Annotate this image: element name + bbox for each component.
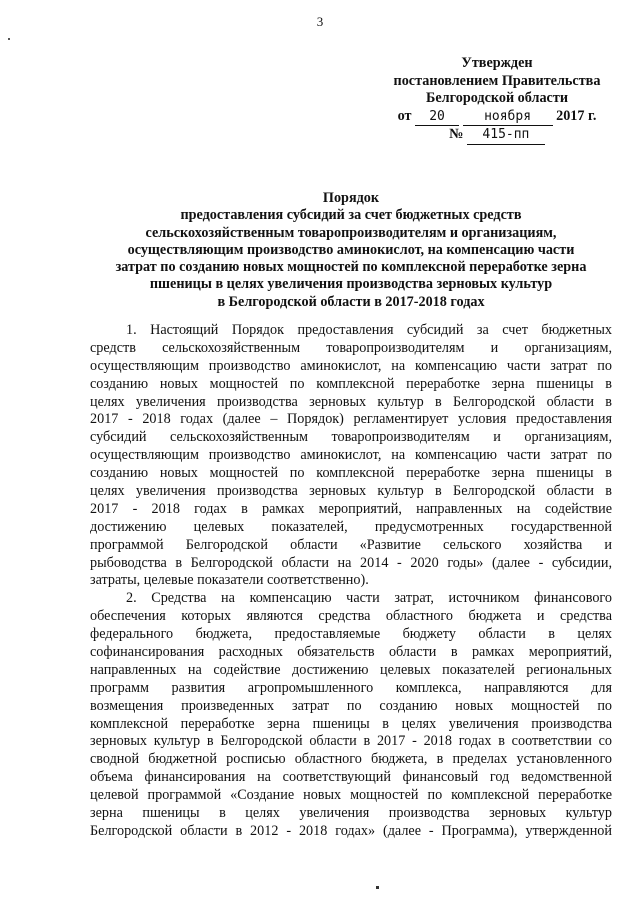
approval-line-2: постановлением Правительства	[393, 72, 601, 89]
body-line: сводной бюджетной росписью областного бюджета, в пределах установленного	[90, 751, 612, 768]
approval-date-day: 20	[415, 108, 459, 127]
scan-speck	[376, 886, 379, 889]
body-line: созданию новых мощностей по комплексной переработке зерна пшеницы в	[90, 465, 612, 482]
approval-line-3: Белгородской области	[426, 90, 568, 106]
title-line: Порядок	[322, 190, 380, 206]
body-line: 2017 - 2018 годах в рамках мероприятий, направленных на содействие	[90, 500, 612, 517]
body-line: направленных на содействие достижению целевых показателей региональных	[90, 661, 612, 678]
body-line: программ развития агропромышленного комплекса, направляются для	[90, 679, 612, 696]
title-line: сельскохозяйственным товаропроизводителям и организациям,	[145, 224, 557, 241]
body-line: программой Белгородской области «Развитие сельского хозяйства и	[90, 536, 612, 553]
body-line: объема финансирования на соответствующий финансовый год ведомственной	[90, 769, 612, 786]
body-line: комплексной переработке зерна пшеницы в целях увеличения производства	[90, 715, 612, 732]
body-line: рыбоводства в Белгородской области на 2014 - 2020 годы» (далее - субсидии,	[90, 554, 612, 571]
body-line: 1. Настоящий Порядок предоставления субсидий за счет бюджетных	[126, 322, 612, 338]
title-line: осуществляющим производство аминокислот, на компенсацию части	[127, 241, 575, 258]
body-line: федерального бюджета, предоставляемые бюджету области в целях	[90, 626, 612, 643]
body-line: 2. Средства на компенсацию части затрат, источником финансового	[126, 590, 612, 607]
approval-date-year: 2017 г.	[556, 107, 597, 124]
body-line: зерна пшеницы в целях увеличения производства зерновых культур	[90, 805, 612, 822]
body-line: созданию новых мощностей по комплексной переработке зерна пшеницы в	[90, 375, 612, 392]
page-number: 3	[316, 14, 324, 29]
title-line: пшеницы в целях увеличения производства зерновых культур	[149, 276, 553, 293]
body-line: обеспечения которых являются средства областного бюджета и средства	[90, 608, 612, 625]
body-line: софинансирования расходных обязательств области в рамках мероприятий,	[90, 644, 612, 661]
body-line: целях увеличения производства зерновых культур в Белгородской области в	[90, 393, 612, 410]
approval-number-prefix: №	[449, 126, 464, 142]
approval-line-1: Утвержден	[461, 55, 533, 71]
body-line: субсидий сельскохозяйственным товаропроизводителям и организациям,	[90, 429, 612, 446]
body-line: целевой программой «Создание новых мощностей по комплексной переработке	[90, 787, 612, 804]
approval-date-prefix: от	[397, 107, 412, 124]
approval-date-month: ноября	[463, 108, 553, 127]
document-body	[90, 322, 612, 841]
scan-speck	[8, 38, 10, 40]
document-title	[60, 190, 640, 311]
approval-date-line	[382, 108, 612, 127]
approval-number-line	[382, 126, 612, 145]
body-line: средств сельскохозяйственным товаропроизводителям и организациям,	[90, 339, 612, 356]
body-line: Белгородской области в 2012 - 2018 годах» (далее - Программа), утвержденной	[90, 822, 612, 839]
body-line: целях увеличения производства зерновых культур в Белгородской области в	[90, 483, 612, 500]
body-line: осуществляющим производство аминокислот, на компенсацию части затрат по	[90, 447, 612, 464]
body-line: осуществляющим производство аминокислот, на компенсацию части затрат по	[90, 357, 612, 374]
title-line: в Белгородской области в 2017-2018 годах	[217, 293, 485, 310]
body-line: затраты, целевые показатели соответственно).	[90, 572, 369, 589]
approval-stamp	[382, 55, 612, 145]
title-line: затрат по созданию новых мощностей по комплексной переработке зерна	[115, 259, 587, 276]
approval-number: 415-пп	[467, 126, 545, 145]
body-line: возмещения произведенных затрат по созданию новых мощностей по	[90, 697, 612, 714]
title-line: предоставления субсидий за счет бюджетных средств	[180, 207, 522, 224]
body-line: зерновых культур в Белгородской области в 2017 - 2018 годах в соответствии со	[90, 733, 612, 750]
body-line: достижению целевых показателей, предусмотренных государственной	[90, 518, 612, 535]
body-line: 2017 - 2018 годах (далее – Порядок) регламентирует условия предоставления	[90, 411, 612, 428]
